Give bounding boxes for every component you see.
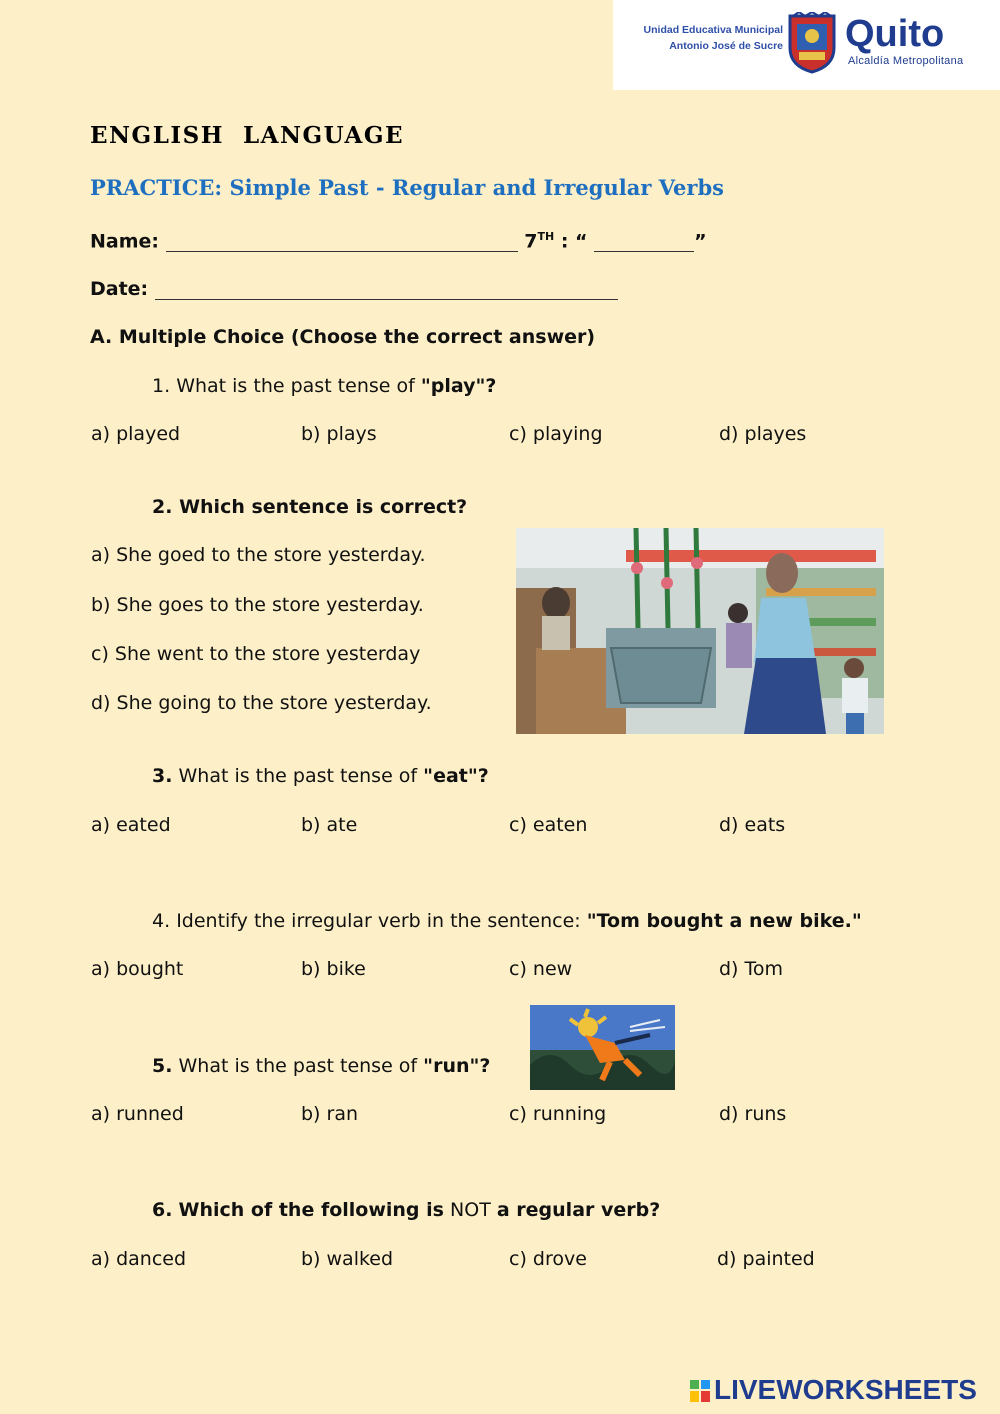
- question-text-not: NOT: [450, 1199, 491, 1221]
- brand-logo-text: Quito: [845, 13, 945, 55]
- q4-option-b[interactable]: b) bike: [301, 958, 366, 980]
- question-number: 4.: [152, 910, 171, 932]
- school-name-line2: Antonio José de Sucre: [669, 40, 783, 52]
- name-label: Name:: [90, 230, 160, 253]
- question-text: Which sentence is correct?: [179, 496, 468, 518]
- running-character-illustration: [530, 1005, 675, 1090]
- liveworksheets-wordmark: LIVEWORKSHEETS: [714, 1374, 977, 1405]
- date-row: [90, 278, 618, 300]
- page-title: ENGLISH LANGUAGE: [90, 122, 405, 149]
- grade-close-quote: ”: [694, 230, 707, 253]
- q4-option-d[interactable]: d) Tom: [719, 958, 784, 980]
- question-keyword: "eat"?: [423, 765, 489, 787]
- school-logo-banner: [613, 0, 1000, 90]
- grade-colon: : “: [560, 230, 588, 253]
- q6-option-a[interactable]: a) danced: [91, 1248, 187, 1270]
- grade-section-field[interactable]: [594, 231, 694, 252]
- question-5: [152, 1055, 490, 1077]
- question-text-part2: a regular verb?: [496, 1199, 661, 1221]
- q5-option-d[interactable]: d) runs: [719, 1103, 787, 1125]
- q4-option-c[interactable]: c) new: [509, 958, 573, 980]
- q3-option-d[interactable]: d) eats: [719, 814, 786, 836]
- question-1: [152, 375, 496, 397]
- q4-option-a[interactable]: a) bought: [91, 958, 184, 980]
- question-number: 1.: [152, 375, 171, 397]
- question-6: [152, 1199, 660, 1221]
- question-number: 5.: [152, 1055, 173, 1077]
- question-keyword: "play"?: [420, 375, 497, 397]
- q6-option-d[interactable]: d) painted: [717, 1248, 815, 1270]
- question-text: What is the past tense of: [176, 375, 415, 397]
- q1-option-c[interactable]: c) playing: [509, 423, 603, 445]
- question-4: [152, 910, 862, 932]
- question-number: 6.: [152, 1199, 173, 1221]
- q5-option-a[interactable]: a) runned: [91, 1103, 184, 1125]
- question-number: 3.: [152, 765, 173, 787]
- school-name: [633, 22, 783, 54]
- brand-subtitle: Alcaldía Metropolitana: [848, 55, 964, 67]
- name-field[interactable]: [166, 231, 518, 252]
- date-label: Date:: [90, 278, 149, 300]
- q1-option-a[interactable]: a) played: [91, 423, 181, 445]
- worksheet-subtitle: PRACTICE: Simple Past - Regular and Irregular Verbs: [90, 175, 724, 200]
- q6-option-b[interactable]: b) walked: [301, 1248, 394, 1270]
- q3-option-c[interactable]: c) eaten: [509, 814, 588, 836]
- q2-option-a[interactable]: a) She goed to the store yesterday.: [91, 544, 426, 566]
- liveworksheets-mark-icon: [690, 1380, 710, 1402]
- question-3: [152, 765, 489, 787]
- grade-superscript: TH: [537, 230, 555, 243]
- school-name-line1: Unidad Educativa Municipal: [643, 24, 783, 36]
- q2-option-b[interactable]: b) She goes to the store yesterday.: [91, 594, 424, 616]
- q1-option-d[interactable]: d) playes: [719, 423, 807, 445]
- question-text: What is the past tense of: [178, 765, 418, 787]
- q5-option-c[interactable]: c) running: [509, 1103, 607, 1125]
- supermarket-illustration: [516, 528, 884, 734]
- question-keyword: "Tom bought a new bike.": [586, 910, 862, 932]
- section-a-heading: A. Multiple Choice (Choose the correct answer): [90, 326, 596, 348]
- question-2: [152, 496, 467, 518]
- q3-option-a[interactable]: a) eated: [91, 814, 171, 836]
- question-keyword: "run"?: [423, 1055, 491, 1077]
- question-number: 2.: [152, 496, 173, 518]
- grade-label: 7: [524, 230, 538, 253]
- question-text: Identify the irregular verb in the sentence:: [176, 910, 581, 932]
- name-row: [90, 230, 707, 252]
- q1-option-b[interactable]: b) plays: [301, 423, 377, 445]
- question-text-part1: Which of the following is: [178, 1199, 444, 1221]
- q2-option-c[interactable]: c) She went to the store yesterday: [91, 643, 421, 665]
- date-field[interactable]: [155, 279, 618, 300]
- q6-option-c[interactable]: c) drove: [509, 1248, 587, 1270]
- q5-option-b[interactable]: b) ran: [301, 1103, 359, 1125]
- city-crest-icon: [787, 12, 837, 74]
- q3-option-b[interactable]: b) ate: [301, 814, 358, 836]
- q2-option-d[interactable]: d) She going to the store yesterday.: [91, 692, 432, 714]
- question-text: What is the past tense of: [178, 1055, 418, 1077]
